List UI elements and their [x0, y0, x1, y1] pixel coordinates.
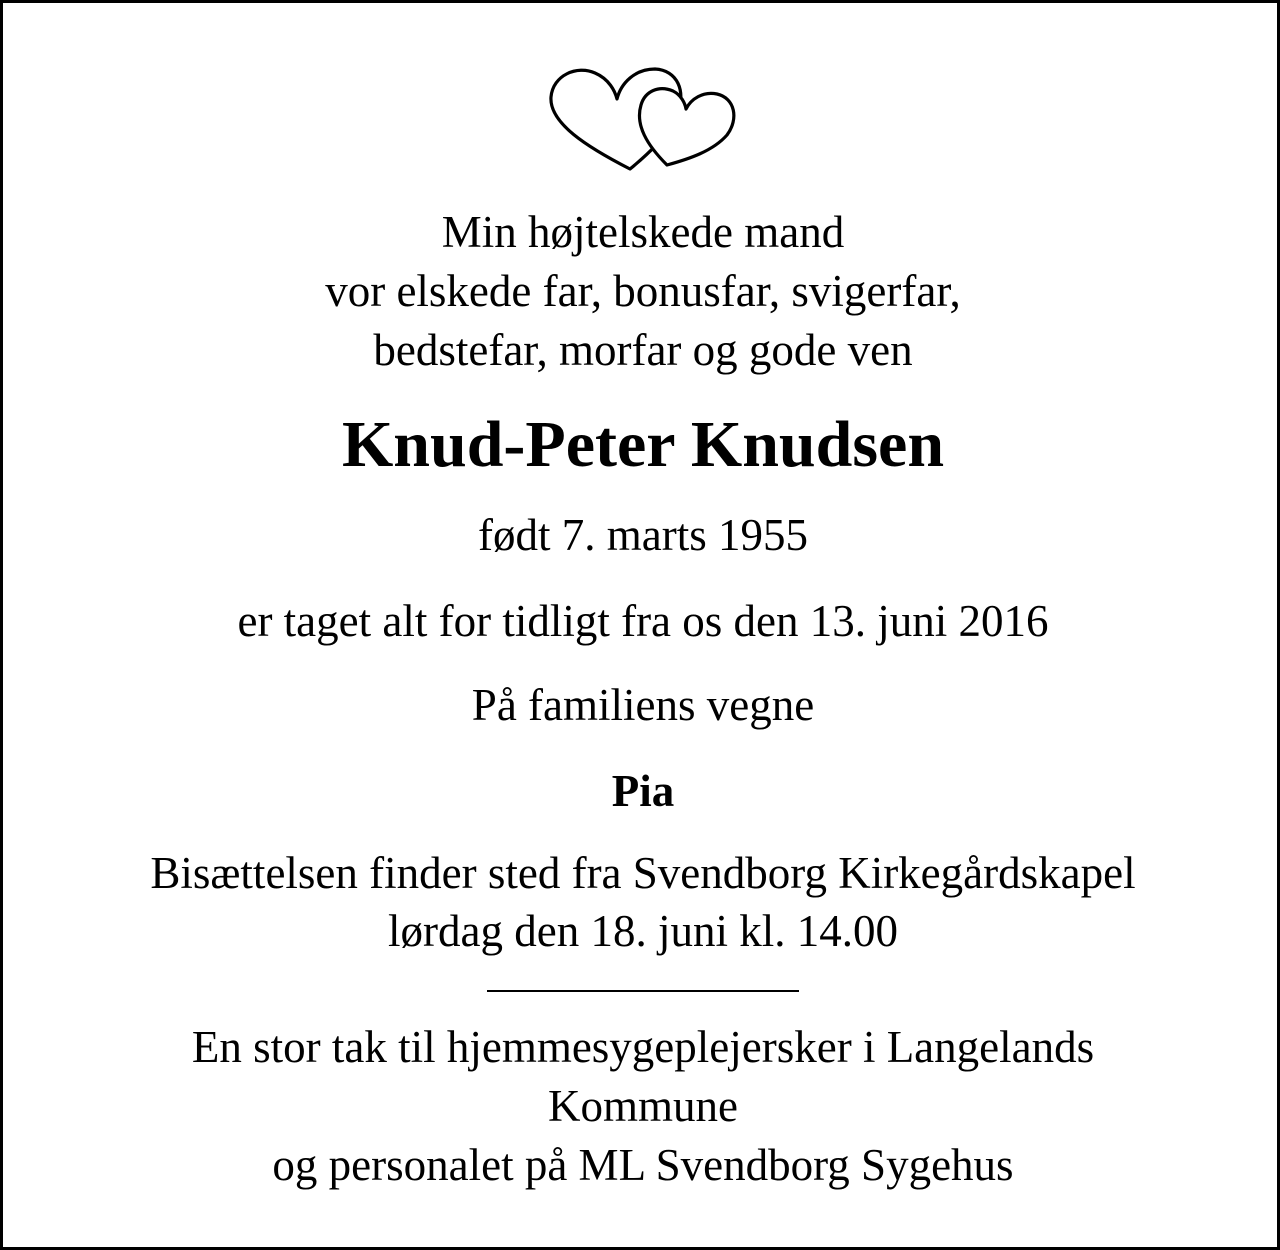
- intro-line-2: vor elskede far, bonusfar, svigerfar,: [325, 266, 961, 316]
- intro-line-3: bedstefar, morfar og gode ven: [373, 325, 913, 375]
- thanks-line-2: Kommune: [548, 1081, 738, 1131]
- funeral-line-2: lørdag den 18. juni kl. 14.00: [388, 906, 898, 956]
- birth-date: født 7. marts 1955: [478, 510, 808, 560]
- intro-line-1: Min højtelskede mand: [441, 207, 845, 257]
- thanks-line-3: og personalet på ML Svendborg Sygehus: [272, 1140, 1014, 1190]
- on-behalf-line: På familiens vegne: [471, 680, 815, 730]
- death-date: er taget alt for tidligt fra os den 13. juni 2016: [237, 596, 1049, 646]
- thanks-line-1: En stor tak til hjemmesygeplejersker i Langelands: [191, 1022, 1095, 1072]
- two-hearts-icon: [543, 61, 743, 176]
- divider-line: [487, 990, 799, 992]
- signer-name: Pia: [611, 766, 675, 816]
- deceased-name: Knud-Peter Knudsen: [341, 408, 945, 481]
- funeral-line-1: Bisættelsen finder sted fra Svendborg Kirkegårdskapel: [150, 848, 1136, 898]
